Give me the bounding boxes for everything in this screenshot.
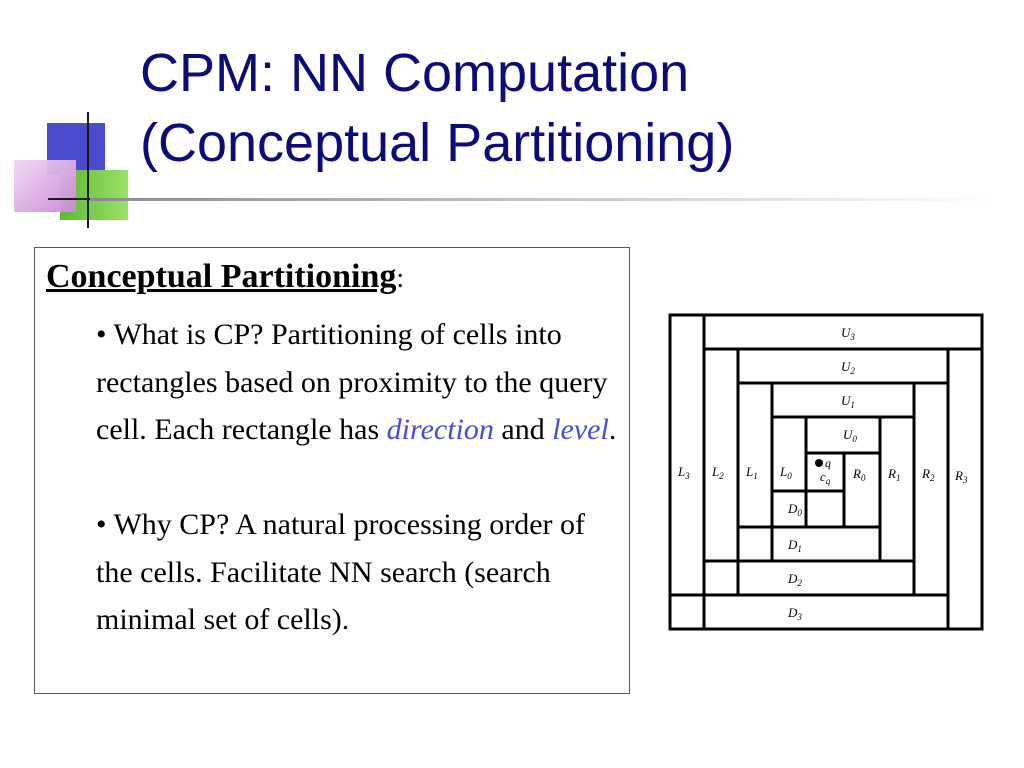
bullet-why-cp — [96, 501, 626, 644]
label-r3: $R_3$ — [955, 468, 968, 485]
label-query-cell: $c_q$ — [820, 469, 831, 486]
bullet-text-end: . — [608, 413, 617, 446]
rect-d3 — [670, 595, 948, 629]
partitioning-diagram — [668, 313, 986, 631]
label-d3: $D_3$ — [788, 605, 802, 622]
label-u1: $U_1$ — [841, 393, 855, 410]
bullet-what-is-cp — [96, 311, 626, 454]
label-query-point: q — [825, 456, 831, 470]
rect-d1 — [738, 527, 880, 561]
label-d0: $D_0$ — [788, 501, 802, 518]
label-r0: $R_0$ — [853, 466, 866, 483]
rect-d2 — [704, 561, 914, 595]
rect-r0 — [844, 453, 880, 527]
label-d2: $D_2$ — [788, 571, 802, 588]
rect-d0 — [772, 491, 844, 527]
slide-title — [140, 38, 1000, 178]
title-line-2: (Conceptual Partitioning) — [140, 113, 735, 173]
label-l1: $L_1$ — [746, 464, 758, 481]
rect-r1 — [880, 417, 914, 561]
content-box — [34, 247, 630, 694]
label-l0: $L_0$ — [780, 464, 792, 481]
title-line-1: CPM: NN Computation — [140, 43, 690, 103]
query-point-dot — [815, 459, 823, 467]
label-l2: $L_2$ — [712, 464, 724, 481]
bullet-text: What is CP? Partitioning of cells into rectangles based on proximity to the query cell. Each rectangle has — [96, 318, 608, 446]
label-l3: $L_3$ — [678, 464, 690, 481]
label-u3: $U_3$ — [841, 325, 855, 342]
heading-colon: : — [396, 263, 405, 294]
label-r1: $R_1$ — [888, 466, 901, 483]
deco-pink-square — [14, 160, 76, 212]
section-heading — [46, 256, 404, 300]
label-u0: $U_0$ — [843, 427, 857, 444]
label-r2: $R_2$ — [922, 466, 935, 483]
title-underline — [90, 196, 990, 204]
rect-r3 — [948, 349, 982, 629]
emphasis-level: level — [552, 413, 609, 446]
bullet-text-mid: and — [493, 413, 553, 446]
rect-r2 — [914, 383, 948, 595]
label-d1: $D_1$ — [788, 537, 802, 554]
emphasis-direction: direction — [386, 413, 494, 446]
heading-text: Conceptual Partitioning — [46, 258, 397, 295]
bullet-marker: • — [96, 508, 107, 541]
bullet-marker: • — [96, 318, 107, 351]
label-u2: $U_2$ — [841, 359, 855, 376]
bullet-text: Why CP? A natural processing order of the cells. Facilitate NN search (search minimal set of cells). — [96, 508, 586, 636]
